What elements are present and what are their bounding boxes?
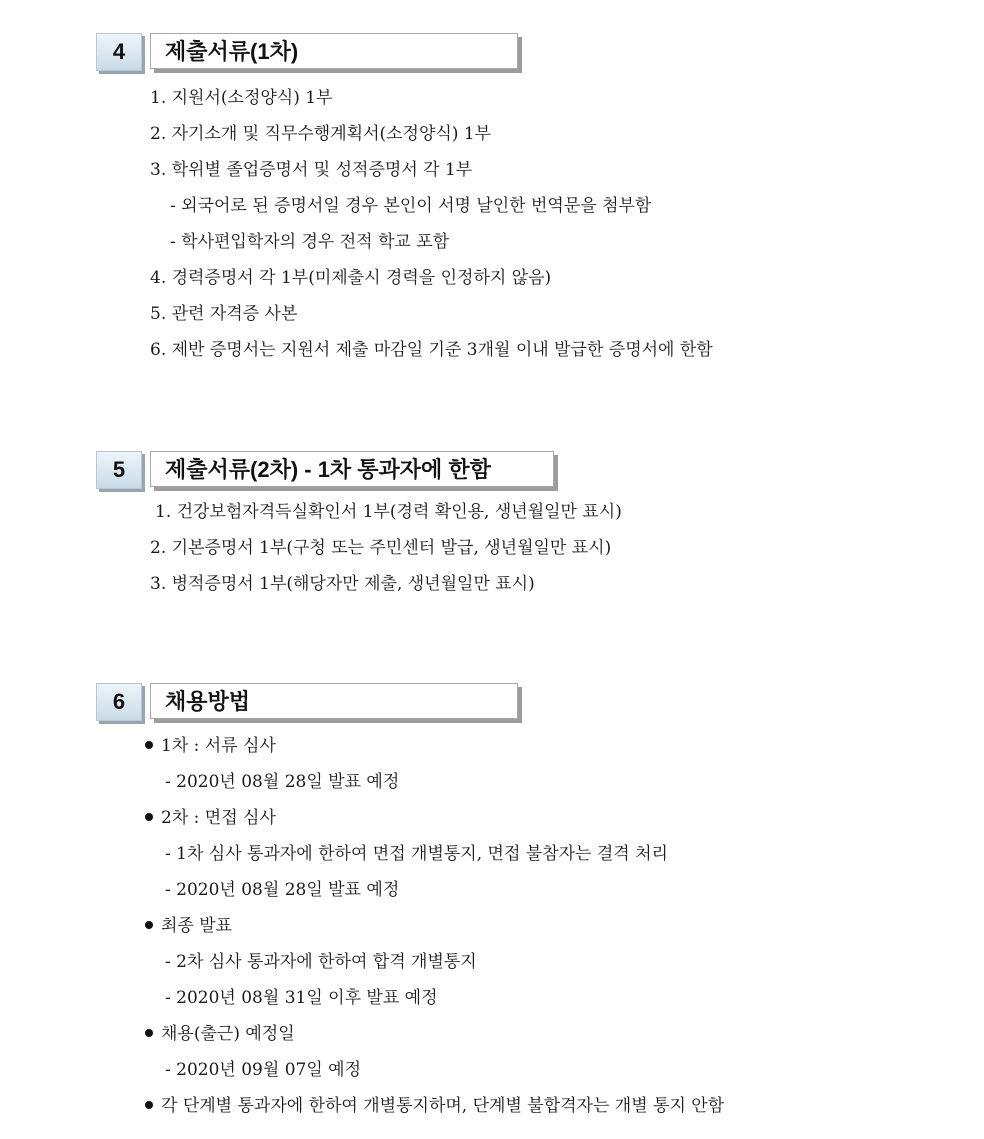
list-item: - 2차 심사 통과자에 한하여 합격 개별통지	[165, 952, 477, 972]
bullet-item	[145, 915, 232, 937]
list-item: 6. 제반 증명서는 지원서 제출 마감일 기준 3개월 이내 발급한 증명서에 한함	[150, 340, 713, 360]
list-item: - 2020년 08월 28일 발표 예정	[165, 772, 400, 792]
list-item: - 외국어로 된 증명서일 경우 본인이 서명 날인한 번역문을 첨부함	[170, 196, 652, 216]
bullet-text: 최종 발표	[161, 916, 233, 936]
section-number: 4	[96, 33, 142, 71]
list-item: - 학사편입학자의 경우 전적 학교 포함	[170, 232, 450, 252]
list-item: 5. 관련 자격증 사본	[150, 304, 298, 324]
list-item: 1. 지원서(소정양식) 1부	[150, 88, 333, 108]
list-item: - 2020년 08월 28일 발표 예정	[165, 880, 400, 900]
bullet-icon	[145, 1029, 153, 1037]
list-item: 3. 병적증명서 1부(해당자만 제출, 생년월일만 표시)	[150, 574, 535, 594]
section-title: 채용방법	[150, 683, 518, 719]
bullet-item	[145, 1095, 724, 1117]
bullet-icon	[145, 813, 153, 821]
bullet-text: 각 단계별 통과자에 한하여 개별통지하며, 단계별 불합격자는 개별 통지 안함	[161, 1096, 725, 1116]
section-title: 제출서류(1차)	[150, 33, 518, 69]
list-item: 2. 기본증명서 1부(구청 또는 주민센터 발급, 생년월일만 표시)	[150, 538, 612, 558]
section-number: 6	[96, 683, 142, 721]
bullet-icon	[145, 921, 153, 929]
list-item: - 2020년 08월 31일 이후 발표 예정	[165, 988, 438, 1008]
list-item: 3. 학위별 졸업증명서 및 성적증명서 각 1부	[150, 160, 473, 180]
bullet-item	[145, 735, 276, 757]
list-item: 4. 경력증명서 각 1부(미제출시 경력을 인정하지 않음)	[150, 268, 552, 288]
list-item: - 1차 심사 통과자에 한하여 면접 개별통지, 면접 불참자는 결격 처리	[165, 844, 668, 864]
list-item: - 2020년 09월 07일 예정	[165, 1060, 361, 1080]
bullet-icon	[145, 741, 153, 749]
bullet-icon	[145, 1101, 153, 1109]
section-number: 5	[96, 451, 142, 489]
bullet-item	[145, 807, 276, 829]
bullet-text: 채용(출근) 예정일	[161, 1024, 295, 1044]
section-title: 제출서류(2차) - 1차 통과자에 한함	[150, 451, 554, 487]
list-item: 2. 자기소개 및 직무수행계획서(소정양식) 1부	[150, 124, 492, 144]
bullet-item	[145, 1023, 295, 1045]
bullet-text: 2차 : 면접 심사	[161, 808, 276, 828]
bullet-text: 1차 : 서류 심사	[161, 736, 276, 756]
list-item: 1. 건강보험자격득실확인서 1부(경력 확인용, 생년월일만 표시)	[155, 502, 622, 522]
